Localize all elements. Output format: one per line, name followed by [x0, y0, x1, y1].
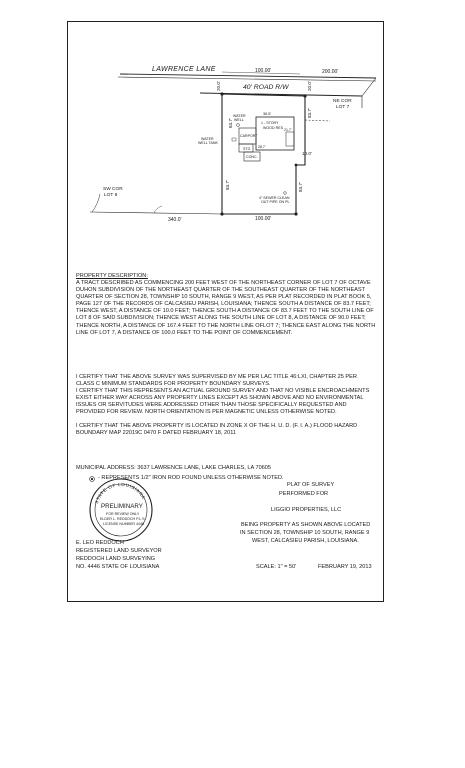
story-res-label: 1 - STORY WOOD RES [261, 121, 283, 130]
carport-label: CARPORT [240, 134, 258, 138]
house-depth-dim: 21.7' [284, 128, 292, 132]
jog-dimension: 10.0' [302, 151, 312, 156]
plat-client: LIGGIO PROPERTIES, LLC [271, 507, 342, 513]
porch-outline [286, 132, 294, 146]
iron-rod-nw [220, 92, 223, 95]
west-side-dimension: 83.7' [225, 180, 230, 190]
street-name-label: LAWRENCE LANE [152, 66, 216, 73]
well-tank-symbol [232, 138, 236, 141]
plat-performed-for: PERFORMED FOR [279, 491, 329, 497]
survey-date: FEBRUARY 19, 2013 [318, 564, 372, 570]
inner-side-dimension: 63.7' [228, 118, 233, 128]
water-well-label: WATER WELL [233, 114, 246, 122]
road-label: 40' ROAD R/W [243, 84, 289, 91]
west-distance-dimension: 340.0' [168, 217, 182, 223]
certification-flood: I CERTIFY THAT THE ABOVE PROPERTY IS LOCATED IN ZONE X OF THE H. U. D. (F. I. A.) FLOOD HAZARD BOUNDARY MAP 22019C 0470 F DATED FEBRUARY 18, 2011 [76, 423, 358, 437]
iron-rod-jog [295, 164, 298, 167]
seal-title: PRELIMINARY [101, 503, 143, 510]
east-side-dimension: 83.7' [307, 108, 312, 118]
certification-survey: I CERTIFY THAT THE ABOVE SURVEY WAS SUPERVISED BY ME PER LAC TITLE 46:LXI, CHAPTER 25 PER CLASS C MINIMUM STANDARDS FOR PROPERTY BOUNDARY SURVEYS. [76, 374, 357, 388]
seal-line-review: FOR REVIEW ONLY [106, 512, 140, 516]
ne-corner-lot-label: LOT 7 [336, 105, 350, 110]
rear-dimension: 100.00' [255, 216, 272, 222]
ne-corner-label: NE COR [333, 99, 352, 104]
front-dimension: 100.00' [255, 68, 272, 74]
sw-corner-lot-label: LOT 8 [104, 193, 118, 198]
well-tank-label: WATER WELL TANK [198, 137, 218, 145]
legend-text: - REPRESENTS 1/2" IRON ROD FOUND UNLESS OTHERWISE NOTED. [98, 475, 284, 481]
concrete-label: CONC. [246, 155, 258, 159]
east-lower-dimension: 83.7' [298, 182, 303, 192]
plat-location-line-1: BEING PROPERTY AS SHOWN ABOVE LOCATED [241, 522, 371, 528]
storage-label: STG [243, 147, 251, 151]
municipal-address: MUNICIPAL ADDRESS: 3637 LAWRENCE LANE, LAKE CHARLES, LA 70605 [76, 465, 272, 471]
south-line-to-sw-corner [90, 212, 222, 214]
iron-rod-se [294, 212, 297, 215]
water-well-symbol [237, 124, 240, 127]
description-header: PROPERTY DESCRIPTION: [76, 273, 148, 279]
house-side-dim: 28.7' [258, 145, 266, 149]
description-body: A TRACT DESCRIBED AS COMMENCING 200 FEET WEST OF THE NORTHEAST CORNER OF LOT 7 OF OCTAVE DUHON SUBDIVISION OF THE NORTHEAST QUARTER OF THE SOUTHEAST QUARTER OF THE NORTHEAST QUARTER OF SECTION 28, TOWNSHIP 10 SOUTH, RANGE 9 WEST, AS PER PLAT RECORDED IN PLAT BOOK 5, PAGE 127 OF THE RECORDS OF CALCASIEU PARISH, LOUISIANA; THENCE SOUTH A DISTANCE OF 83.7 FEET; THENCE WEST, A DISTANCE OF 10.0 FEET; THENCE SOUTH A DISTANCE OF 83.7 FEET TO THE SOUTH LINE OF LOT 8 OF SAID SUBDIVISION; THENCE WEST ALONG THE SOUTH LINE OF LOT 8, A DISTANCE OF 90.0 FEET; THENCE NORTH, A DISTANCE OF 167.4 FEET TO THE NORTH LINE OFLOT 7; THENCE EAST ALONG THE NORTH LINE OF LOT 7, A DISTANCE OF 100.0 FEET TO THE POINT OF COMMENCEMENT. [76, 280, 376, 336]
surveyor-title: REGISTERED LAND SURVEYOR [76, 548, 162, 554]
east-row-dimension: 20.0' [307, 81, 312, 91]
sw-corner-label: SW COR [103, 187, 123, 192]
plat-title: PLAT OF SURVEY [287, 482, 335, 488]
plat-location-line-3: WEST, CALCASIEU PARISH, LOUISIANA. [252, 538, 359, 544]
seal-line-license: LICENSE NUMBER 4446 [103, 522, 144, 526]
surveyor-license: NO. 4446 STATE OF LOUISIANA [76, 564, 160, 570]
west-row-dimension: 20.0' [216, 81, 221, 91]
plat-location-line-2: IN SECTION 28, TOWNSHIP 10 SOUTH, RANGE 9 [240, 530, 370, 536]
seal-ring-text: STATE OF LOUISIANA [93, 481, 147, 505]
surveyor-name: E. LEO REDDOCH [76, 540, 124, 546]
scale-text: SCALE: 1" = 50' [256, 564, 297, 570]
iron-rod-ne [303, 94, 306, 97]
seal-line-name: ELDER L. REDDOCH P.L.S. [100, 517, 146, 521]
east-offset-dimension: 200.00' [322, 69, 339, 75]
surveyor-firm: REDDOCH LAND SURVEYING [76, 556, 156, 562]
certification-ground: I CERTIFY THAT THIS REPRESENTS AN ACTUAL GROUND SURVEY AND THAT NO VISIBLE ENCROACHMENTS EXIST EITHER WAY ACROSS ANY PROPERTY LINES EXCEPT AS SHOWN ABOVE AND NO ENVIRONMENTAL ISSUES OR SERVITUDES WERE ADDRESSED OTHER THAN THOSE SPECIFICALLY REQUESTED AND PROVIDED FOR REVIEW. NORTH ORIENTATION IS PER MAGNETIC UNLESS OTHERWISE NOTED. [76, 388, 370, 416]
sewer-cleanout-label: 4" SEWER CLEAN OUT PIPE ON PL [259, 196, 290, 204]
sewer-cleanout-symbol [284, 192, 287, 195]
house-width-dim: 36.5' [263, 112, 272, 116]
